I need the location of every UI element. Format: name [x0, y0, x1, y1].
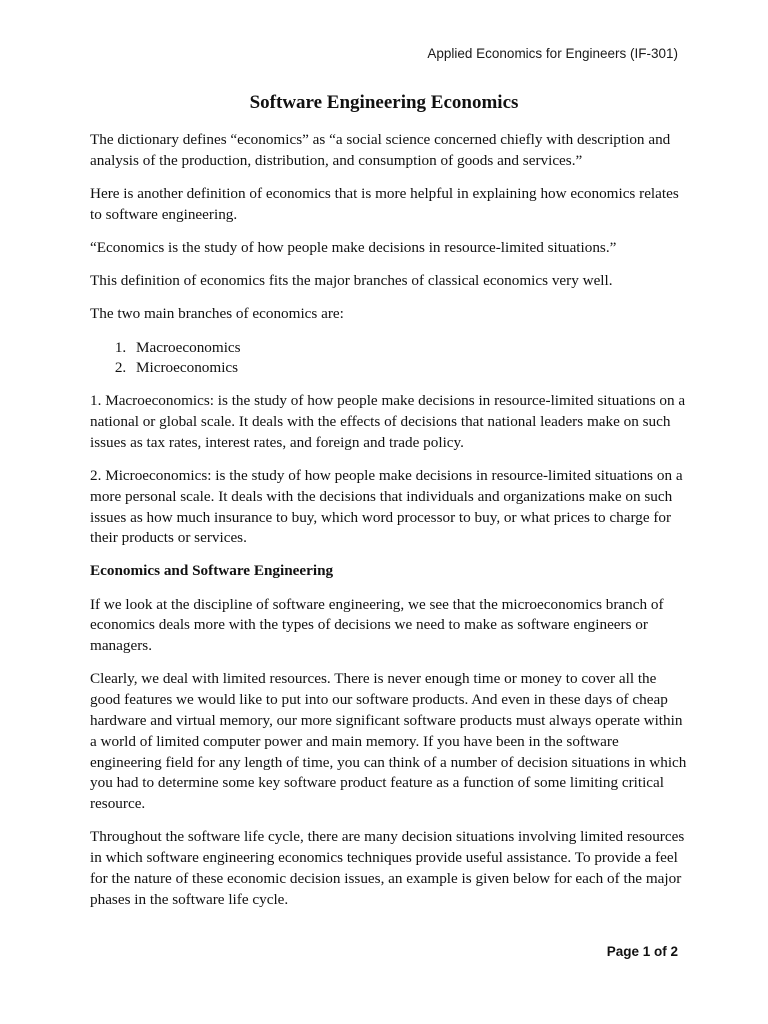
paragraph-quote: “Economics is the study of how people make decisions in resource-limited situations.” — [90, 238, 617, 256]
page-number-label: Page 1 of 2 — [606, 944, 678, 959]
page-number — [607, 944, 678, 959]
paragraph-two-branches: The two main branches of economics are: — [90, 305, 344, 323]
document-body — [90, 130, 690, 923]
page-title: Software Engineering Economics — [249, 92, 519, 113]
paragraph-limited-resources: Clearly, we deal with limited resources. There is never enough time or money to cover all the good features we would like to put into our software products. And even in these days of cheap hardware and virtual memory, our more significant software products must always operate within a world of limited computer power and main memory. If you have been in the software engineering field for any length of time, you can think of a number of decision situations in which you had to determine some key software product feature as a function of some limiting critical resource. — [90, 670, 687, 813]
running-header: Applied Economics for Engineers (IF-301) — [427, 46, 678, 61]
branches-list — [90, 338, 690, 380]
list-item: 1. Macroeconomics — [130, 338, 690, 359]
list-item: 2. Microeconomics — [130, 358, 690, 379]
section-heading: Economics and Software Engineering — [90, 562, 334, 580]
paragraph-dictionary-definition: The dictionary defines “economics” as “a social science concerned chiefly with description and analysis of the production, distribution, and consumption of goods and services.” — [90, 131, 671, 169]
paragraph-microeconomics: 2. Microeconomics: is the study of how people make decisions in resource-limited situations on a more personal scale. It deals with the decisions that individuals and organizations make on such issues as how much insurance to buy, which word processor to buy, or what prices to charge for their products or services. — [90, 466, 683, 547]
paragraph-life-cycle: Throughout the software life cycle, there are many decision situations involving limited resources in which software engineering economics techniques provide useful assistance. To provide a feel for the nature of these economic decision issues, an example is given below for each of the major phases in the software life cycle. — [90, 828, 685, 908]
paragraph-macroeconomics: 1. Macroeconomics: is the study of how people make decisions in resource-limited situations on a national or global scale. It deals with the effects of decisions that national leaders make on such issues as tax rates, interest rates, and foreign and trade policy. — [90, 392, 686, 451]
paragraph-discipline: If we look at the discipline of software engineering, we see that the microeconomics branch of economics deals more with the types of decisions we need to make as software engineers or managers. — [90, 595, 664, 655]
paragraph-fits-branches: This definition of economics fits the major branches of classical economics very well. — [90, 272, 613, 290]
paragraph-another-definition: Here is another definition of economics that is more helpful in explaining how economics relates to software engineering. — [90, 184, 679, 223]
